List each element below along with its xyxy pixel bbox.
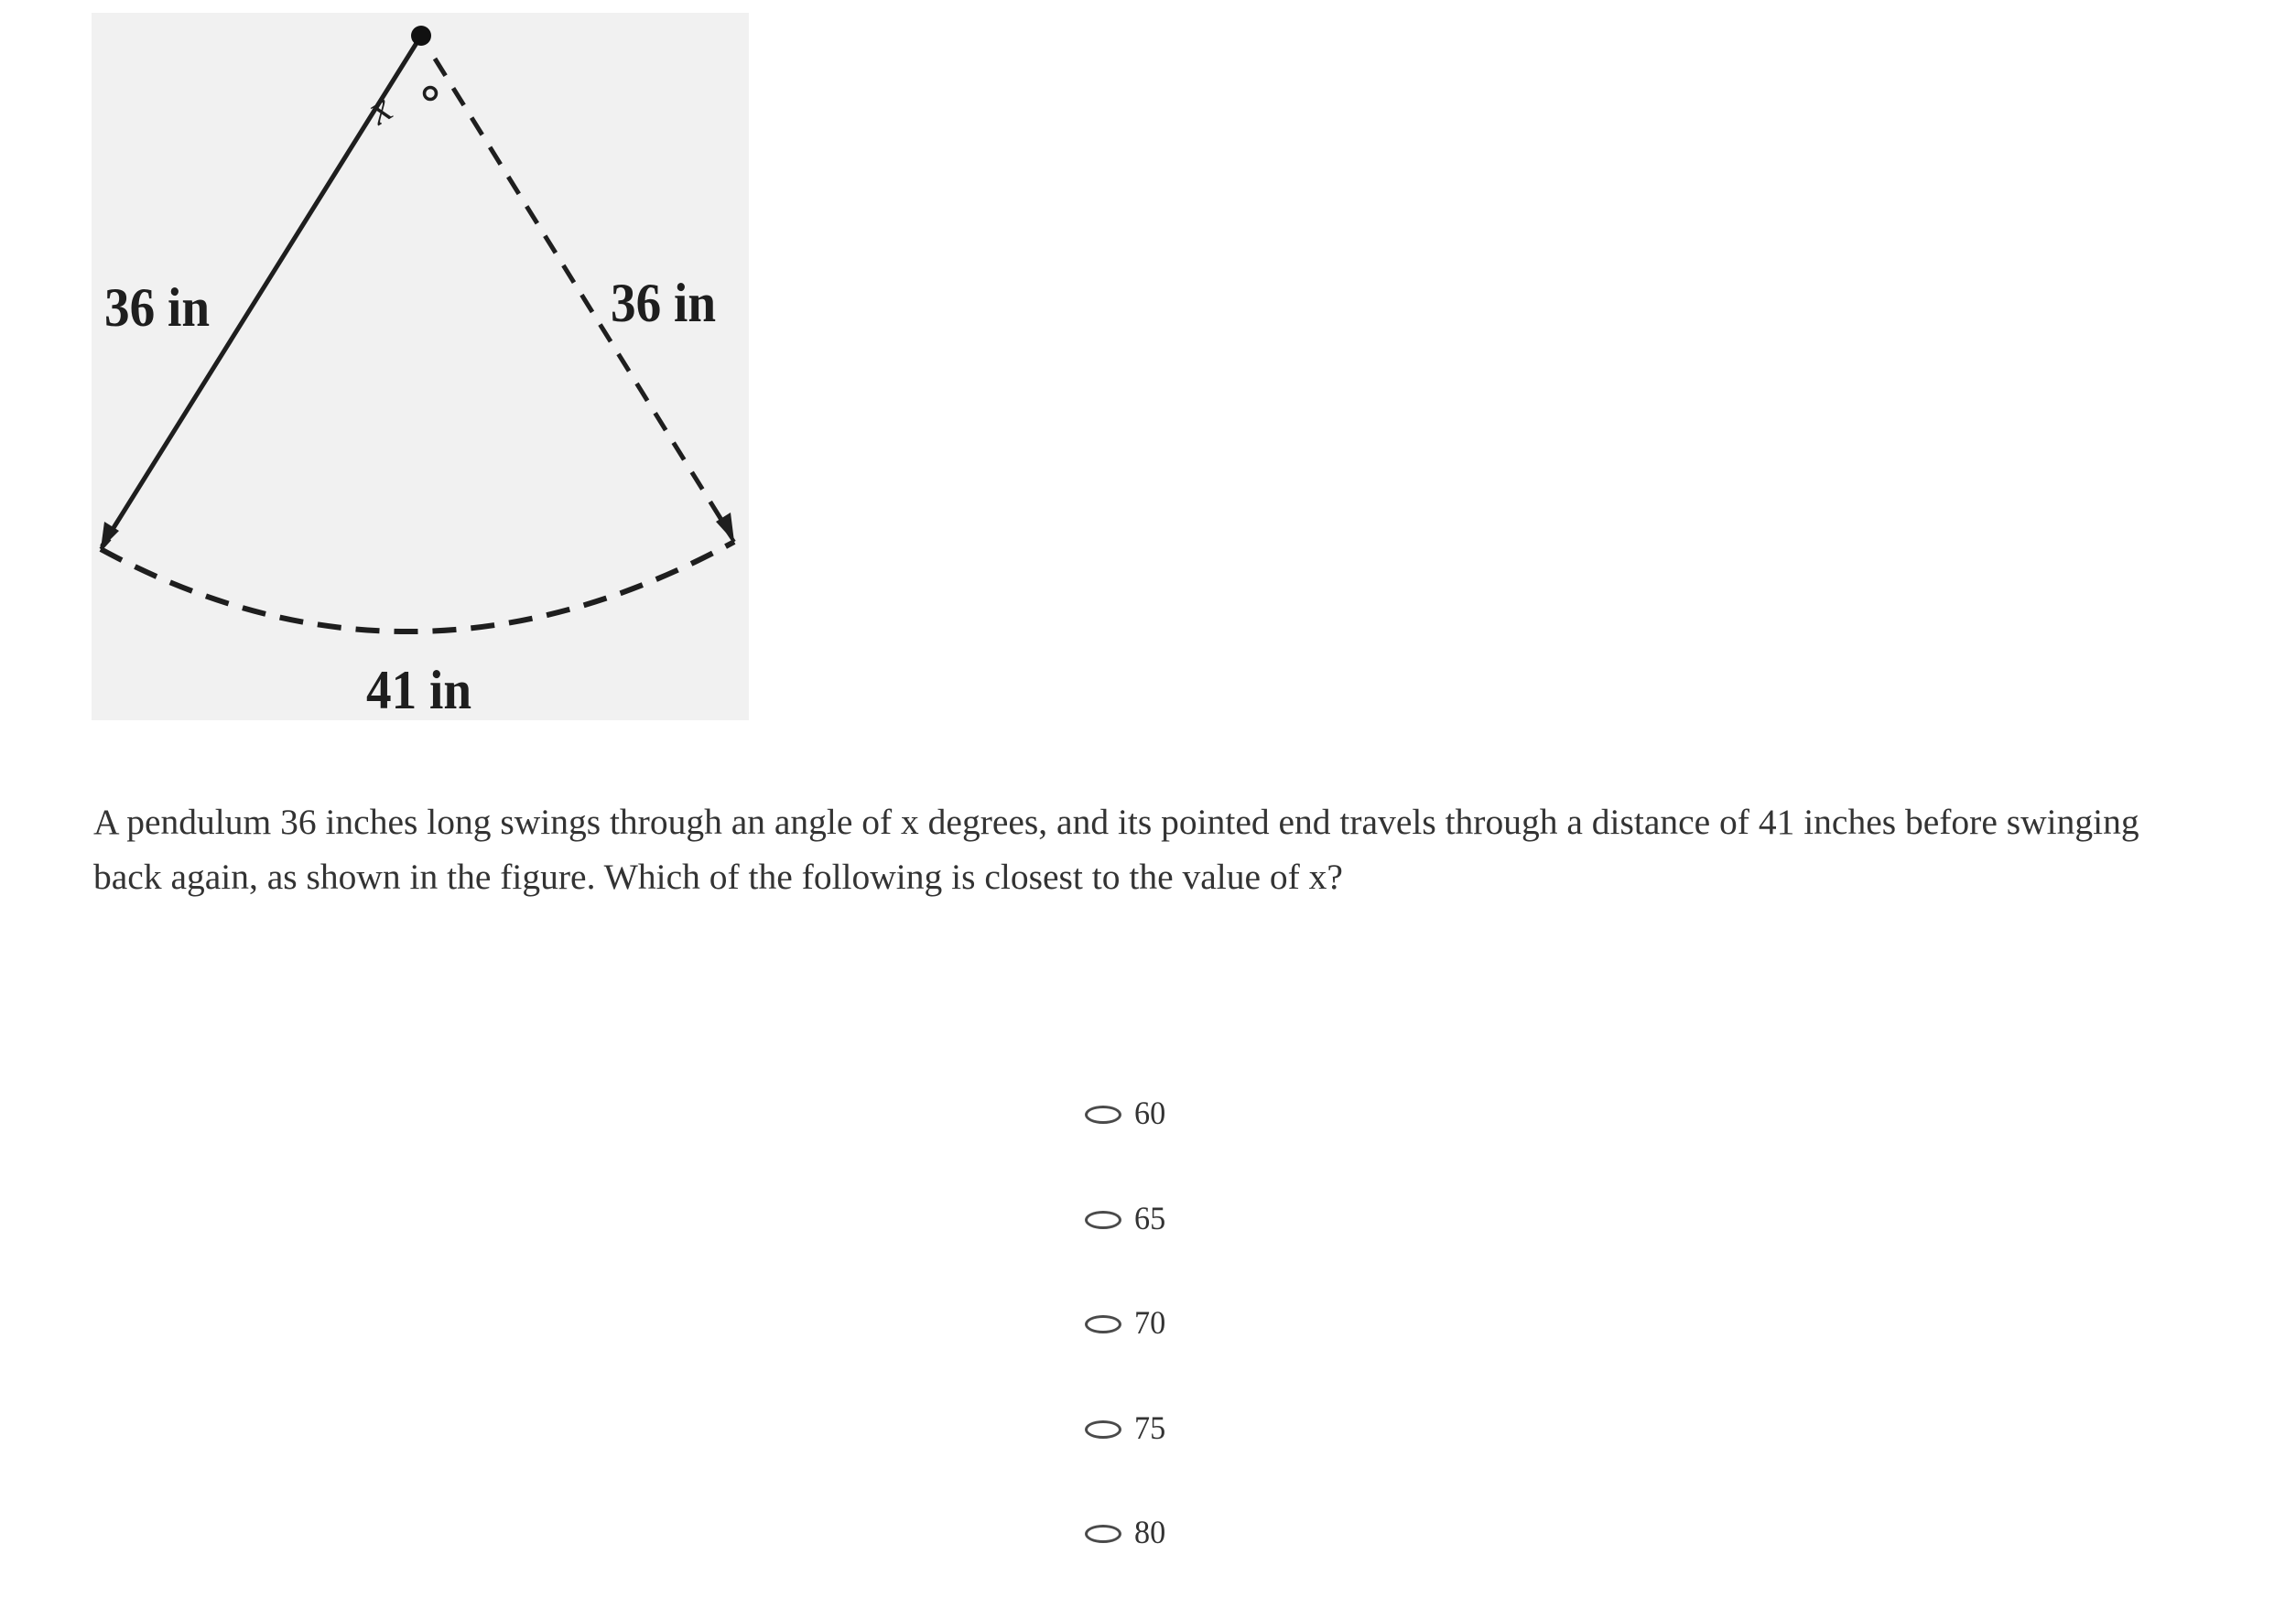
answer-choice-75[interactable] [1085,1409,1167,1515]
radio-button-icon[interactable] [1085,1420,1121,1439]
degree-symbol-icon [425,88,437,100]
choice-label[interactable]: 60 [1134,1095,1166,1131]
left-side-length-label: 36 in [104,277,211,338]
answer-choice-80[interactable] [1085,1514,1167,1619]
pendulum-diagram [92,13,749,720]
choice-label[interactable]: 80 [1134,1514,1166,1550]
choice-label[interactable]: 70 [1134,1304,1166,1341]
radio-button-icon[interactable] [1085,1211,1121,1229]
radio-button-icon[interactable] [1085,1525,1121,1543]
angle-label: x [359,83,400,134]
pivot-dot-icon [411,26,431,46]
choice-label[interactable]: 65 [1134,1199,1166,1236]
answer-choices [1085,1095,1167,1619]
pendulum-figure [92,13,749,720]
question-text: A pendulum 36 inches long swings through an angle of x degrees, and its pointed end travels through a distance of 41 inches before swinging back again, as shown in the figure. Which of the following is closest to the value of x? [93,802,2139,897]
radio-button-icon[interactable] [1085,1315,1121,1333]
answer-choice-65[interactable] [1085,1200,1167,1305]
answer-choice-70[interactable] [1085,1304,1167,1409]
right-side-length-label: 36 in [611,273,717,333]
choice-label[interactable]: 75 [1134,1409,1166,1446]
radio-button-icon[interactable] [1085,1106,1121,1124]
answer-choice-60[interactable] [1085,1095,1167,1200]
dashed-swing-arc [101,542,734,631]
arc-length-label: 41 in [366,660,472,720]
